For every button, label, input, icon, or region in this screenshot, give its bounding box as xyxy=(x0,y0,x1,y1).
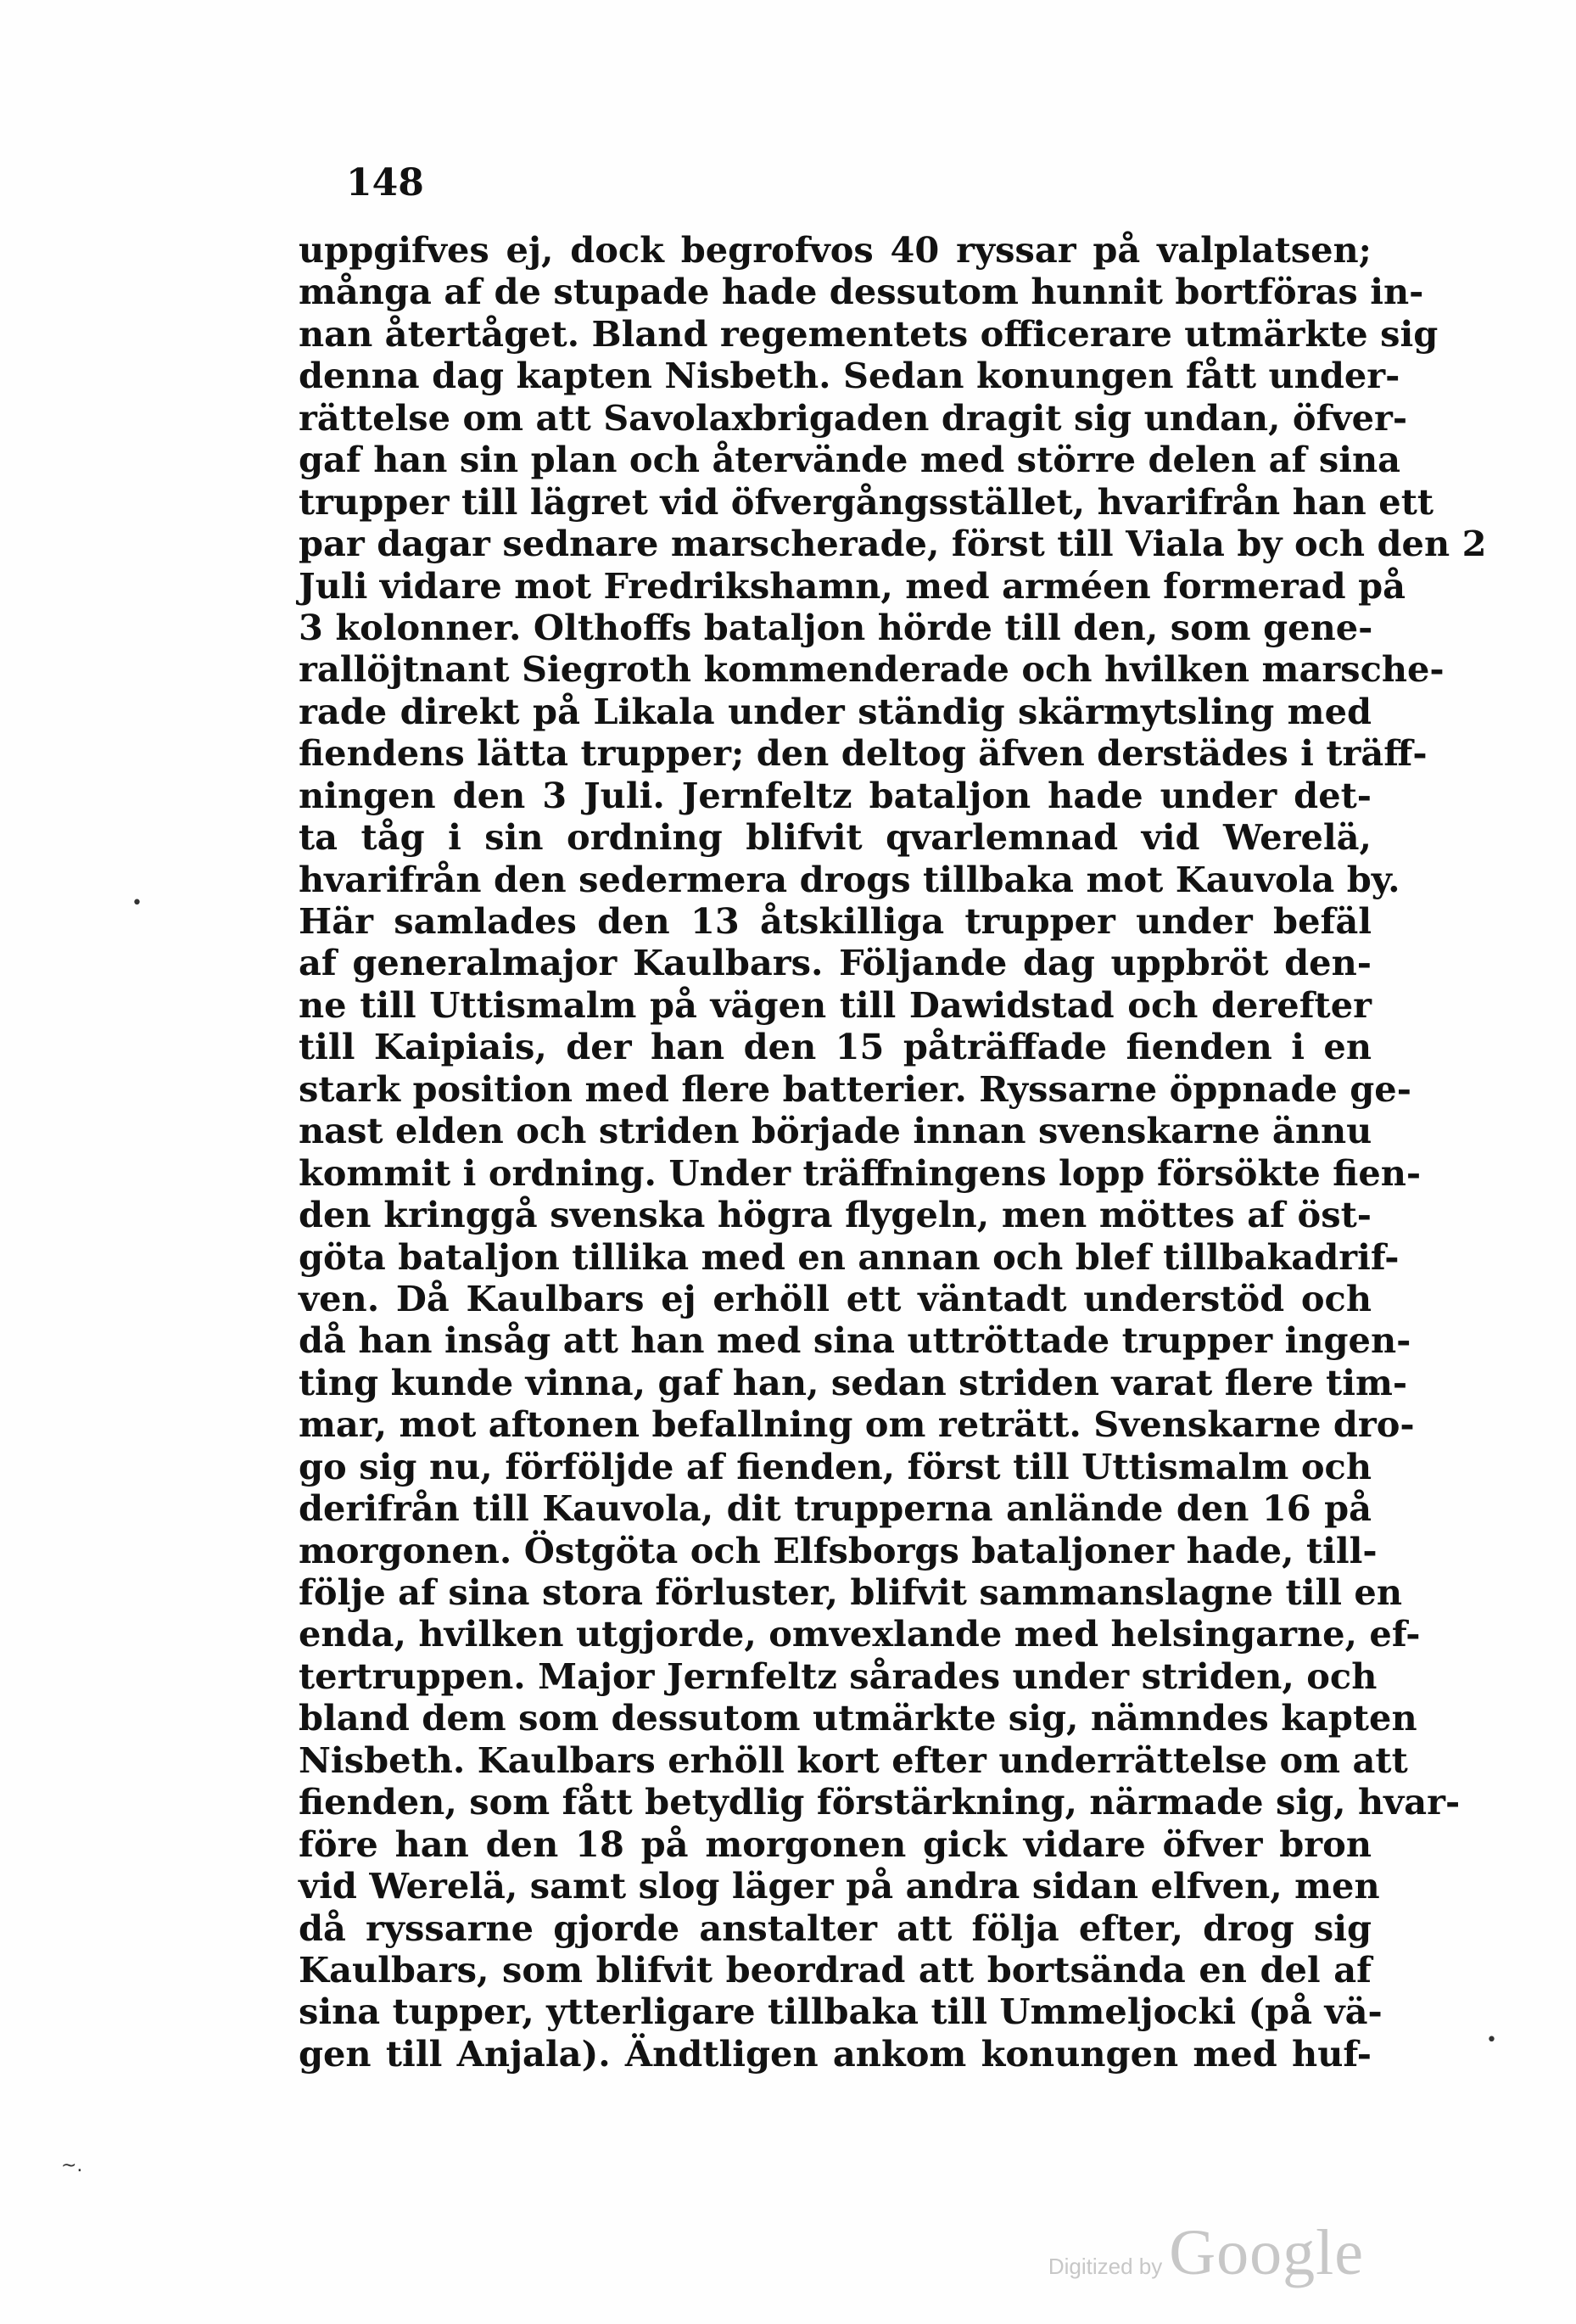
text-line: ting kunde vinna, gaf han, sedan striden varat flere tim- xyxy=(299,1361,1408,1403)
text-line: Nisbeth. Kaulbars erhöll kort efter underrättelse om att xyxy=(299,1739,1408,1781)
text-line: uppgifves ej, dock begrofvos 40 ryssar på valplatsen; xyxy=(299,229,1372,271)
text-line: trupper till lägret vid öfvergångsstället, hvarifrån han ett xyxy=(299,480,1434,523)
text-line: fiendens lätta trupper; den deltog äfven derstädes i träff- xyxy=(299,732,1428,775)
text-line: mar, mot aftonen befallning om reträtt. Svenskarne dro- xyxy=(299,1403,1415,1446)
text-line: före han den 18 på morgonen gick vidare öfver bron xyxy=(299,1823,1372,1865)
text-line: tertruppen. Major Jernfeltz sårades under striden, och xyxy=(299,1655,1378,1697)
text-line: nan återtåget. Bland regementets officerare utmärkte sig xyxy=(299,312,1439,355)
text-line: ta tåg i sin ordning blifvit qvarlemnad vid Werelä, xyxy=(299,816,1372,859)
text-line: af generalmajor Kaulbars. Följande dag uppbröt den- xyxy=(299,942,1372,984)
text-line: ningen den 3 Juli. Jernfeltz bataljon hade under det- xyxy=(299,774,1372,816)
text-line: derifrån till Kauvola, dit trupperna anlände den 16 på xyxy=(299,1487,1372,1530)
text-line: gaf han sin plan och återvände med större delen af sina xyxy=(299,439,1401,481)
text-line: 3 kolonner. Olthoffs bataljon hörde till den, som gene- xyxy=(299,606,1373,648)
text-line: Kaulbars, som blifvit beordrad att bortsända en del af xyxy=(299,1948,1372,1991)
text-line: ne till Uttismalm på vägen till Dawidstad och derefter xyxy=(299,983,1372,1026)
stray-dot-left: • xyxy=(131,893,143,914)
page-number: 148 xyxy=(346,161,424,204)
text-line: fienden, som fått betydlig förstärkning, närmade sig, hvar- xyxy=(299,1781,1461,1823)
text-line: kommit i ordning. Under träffningens lopp försökte fien- xyxy=(299,1151,1422,1194)
text-line: stark position med flere batterier. Ryssarne öppnade ge- xyxy=(299,1067,1411,1110)
text-line: till Kaipiais, der han den 15 påträffade fienden i en xyxy=(299,1026,1372,1068)
body-text xyxy=(299,229,1487,2075)
stray-dot-right: • xyxy=(1486,2030,1497,2051)
text-line: ven. Då Kaulbars ej erhöll ett väntadt understöd och xyxy=(299,1277,1372,1319)
text-line: många af de stupade hade dessutom hunnit bortföras in- xyxy=(299,271,1424,313)
text-line: Juli vidare mot Fredrikshamn, med arméen formerad på xyxy=(299,564,1406,607)
text-line: göta bataljon tillika med en annan och blef tillbakadrif- xyxy=(299,1235,1400,1278)
text-line: par dagar sednare marscherade, först till Viala by och den 2 xyxy=(299,523,1487,565)
text-line: sina tupper, ytterligare tillbaka till Ummeljocki (på vä- xyxy=(299,1991,1383,2033)
watermark-prefix: Digitized by xyxy=(1048,2254,1163,2279)
text-line: då han insåg att han med sina uttröttade trupper ingen- xyxy=(299,1319,1411,1362)
text-line: rallöjtnant Siegroth kommenderade och hvilken marsche- xyxy=(299,648,1445,691)
text-line: denna dag kapten Nisbeth. Sedan konungen fått under- xyxy=(299,355,1400,397)
text-line: nast elden och striden började innan svenskarne ännu xyxy=(299,1110,1372,1152)
text-line: morgonen. Östgöta och Elfsborgs bataljoner hade, till- xyxy=(299,1529,1378,1571)
text-line: gen till Anjala). Ändtligen ankom konungen med huf- xyxy=(299,2032,1372,2075)
digitized-watermark xyxy=(1048,2216,1364,2290)
text-line: Här samlades den 13 åtskilliga trupper under befäl xyxy=(299,900,1372,942)
text-line: följe af sina stora förluster, blifvit sammanslagne till en xyxy=(299,1571,1403,1613)
text-line: go sig nu, förföljde af fienden, först till Uttismalm och xyxy=(299,1445,1372,1487)
stray-mark-bottom-left: ~. xyxy=(61,2155,83,2176)
text-line: enda, hvilken utgjorde, omvexlande med helsingarne, ef- xyxy=(299,1613,1421,1655)
text-line: bland dem som dessutom utmärkte sig, nämndes kapten xyxy=(299,1697,1417,1739)
text-line: vid Werelä, samt slog läger på andra sidan elfven, men xyxy=(299,1865,1380,1907)
text-line: rade direkt på Likala under ständig skärmytsling med xyxy=(299,690,1372,732)
text-line: hvarifrån den sedermera drogs tillbaka mot Kauvola by. xyxy=(299,858,1400,900)
google-logo: Google xyxy=(1169,2217,1364,2288)
text-line: rättelse om att Savolaxbrigaden dragit sig undan, öfver- xyxy=(299,396,1408,439)
text-line: den kringgå svenska högra flygeln, men möttes af öst- xyxy=(299,1194,1372,1236)
text-line: då ryssarne gjorde anstalter att följa efter, drog sig xyxy=(299,1907,1372,1949)
